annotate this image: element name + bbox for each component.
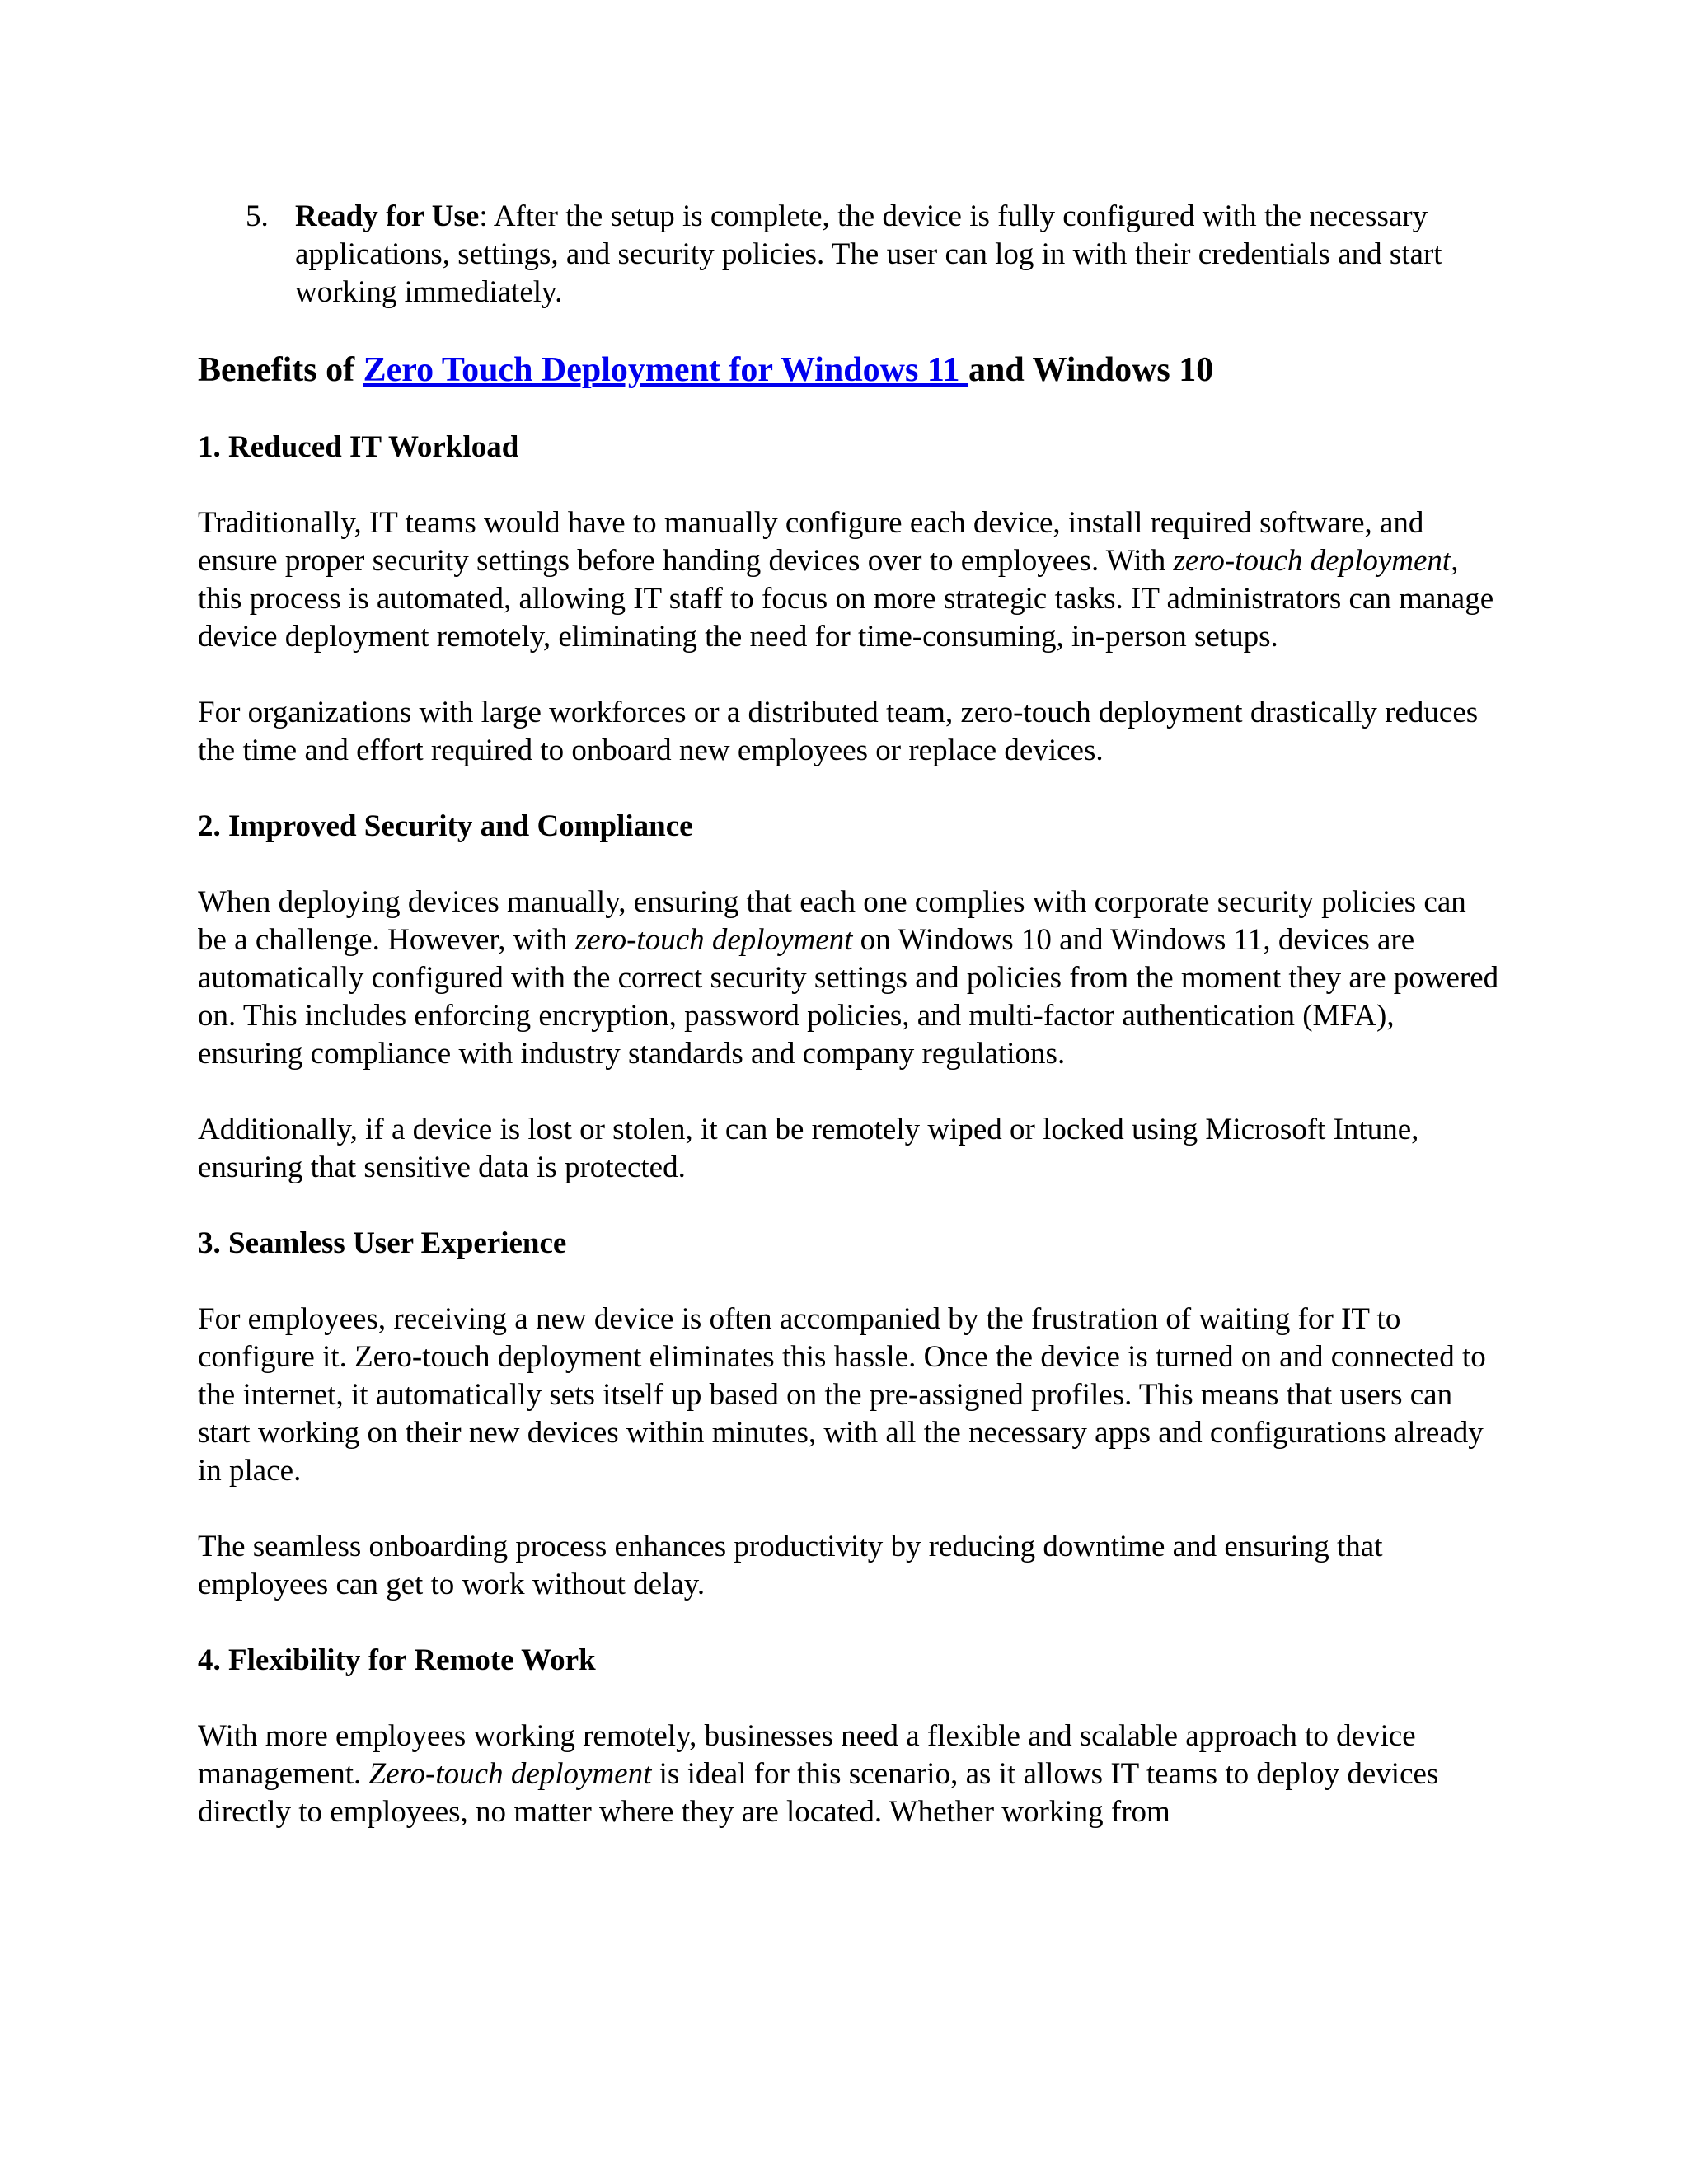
benefits-heading bbox=[198, 348, 1500, 392]
section-4-p1-text-a: With more employees working remotely, businesses need a flexible and scalable approach to device management. bbox=[198, 1719, 1416, 1791]
section-2-p1-text-a: When deploying devices manually, ensuring that each one complies with corporate security policies can be a challenge. However, with bbox=[198, 885, 1466, 957]
section-1-p1-text-b: , this process is automated, allowing IT staff to focus on more strategic tasks. IT administrators can manage device deployment remotely, eliminating the need for time-consuming, in-person setups. bbox=[198, 544, 1494, 654]
section-3-title: 3. Seamless User Experience bbox=[198, 1226, 567, 1260]
list-number: 5. bbox=[246, 199, 269, 233]
section-1-p1-emphasis: zero-touch deployment bbox=[1173, 544, 1451, 578]
section-2-paragraph-2: Additionally, if a device is lost or stolen, it can be remotely wiped or locked using Microsoft Intune, ensuring that sensitive data is protected. bbox=[198, 1113, 1419, 1184]
section-1-paragraph-2: For organizations with large workforces or a distributed team, zero-touch deployment drastically reduces the time and effort required to onboard new employees or replace devices. bbox=[198, 696, 1479, 767]
section-3-paragraph-2: The seamless onboarding process enhances productivity by reducing downtime and ensuring that employees can get to work without delay. bbox=[198, 1530, 1383, 1601]
section-2-paragraph-1 bbox=[198, 883, 1500, 1073]
section-3-paragraph-1: For employees, receiving a new device is often accompanied by the frustration of waiting for IT to configure it. Zero-touch deployment eliminates this hassle. Once the device is turned on and connected to the internet, it automatically sets itself up based on the pre-assigned profiles. This means that users can start working on their new devices within minutes, with all the necessary apps and configurations already in place. bbox=[198, 1302, 1486, 1488]
section-4-p1-emphasis: Zero-touch deployment bbox=[368, 1757, 652, 1791]
list-item-5 bbox=[198, 198, 1500, 312]
section-1-paragraph-1 bbox=[198, 504, 1500, 656]
document-content bbox=[198, 198, 1500, 1869]
section-2-p1-text-b: on Windows 10 and Windows 11, devices are automatically configured with the correct security settings and policies from the moment they are powered on. This includes enforcing encryption, password policies, and multi-factor authentication (MFA), ensuring compliance with industry standards and company regulations. bbox=[198, 923, 1499, 1071]
section-1-p1-text-a: Traditionally, IT teams would have to manually configure each device, install required software, and ensure proper security settings before handing devices over to employees. With bbox=[198, 506, 1424, 578]
section-2-p1-emphasis: zero-touch deployment bbox=[574, 923, 853, 957]
heading-prefix: Benefits of bbox=[198, 351, 363, 389]
list-item-text: : After the setup is complete, the device is fully configured with the necessary applications, settings, and security policies. The user can log in with their credentials and start working immediately. bbox=[295, 199, 1442, 309]
section-4-title: 4. Flexibility for Remote Work bbox=[198, 1643, 596, 1677]
section-1-title: 1. Reduced IT Workload bbox=[198, 430, 519, 464]
section-4-p1-text-b: is ideal for this scenario, as it allows IT teams to deploy devices directly to employees, no matter where they are located. Whether working from bbox=[198, 1757, 1439, 1829]
zero-touch-deployment-link[interactable]: Zero Touch Deployment for Windows 11 bbox=[363, 351, 969, 389]
list-item-term: Ready for Use bbox=[295, 199, 480, 233]
section-4-paragraph-1 bbox=[198, 1718, 1500, 1831]
section-2-title: 2. Improved Security and Compliance bbox=[198, 809, 693, 843]
heading-suffix: and Windows 10 bbox=[968, 351, 1214, 389]
